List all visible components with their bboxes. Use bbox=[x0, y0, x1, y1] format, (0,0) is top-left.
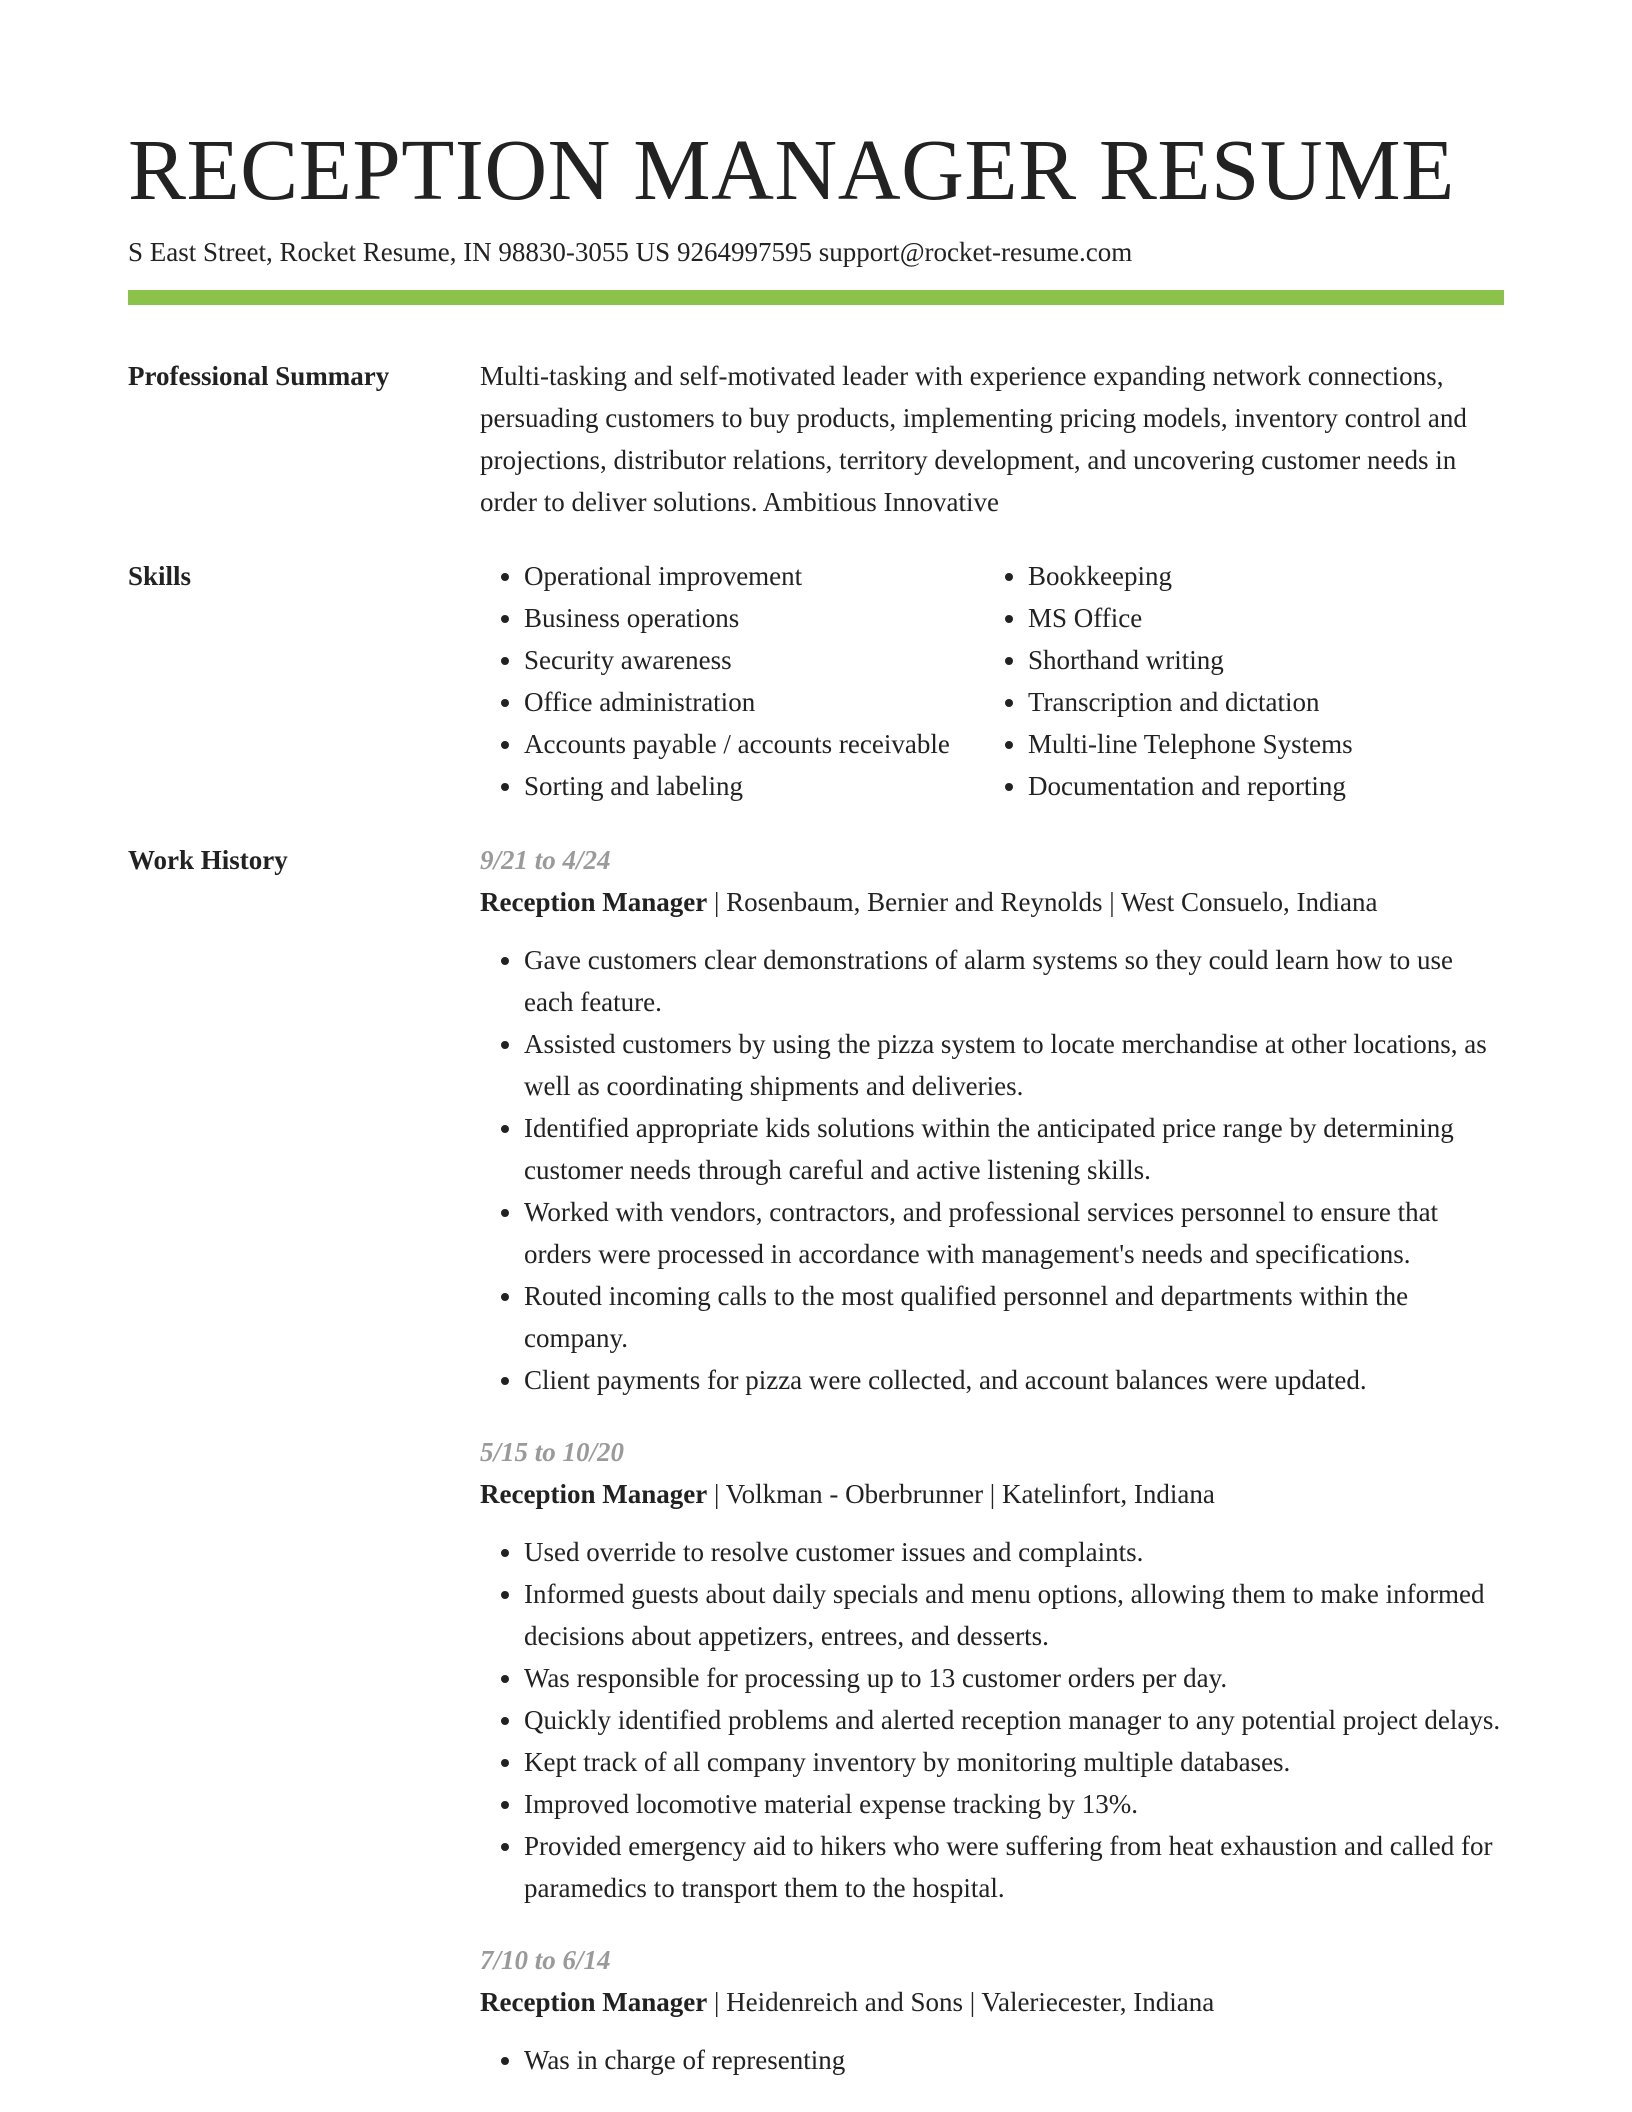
job-bullet: • Was responsible for processing up to 13 customer orders per day. bbox=[524, 1657, 1504, 1699]
job-bullets bbox=[480, 2039, 1504, 2081]
job-entry bbox=[480, 839, 1504, 1401]
work-history-list bbox=[480, 839, 1504, 2111]
job-bullet: • Used override to resolve customer issues and complaints. bbox=[524, 1531, 1504, 1573]
job-title: Reception Manager bbox=[480, 1987, 708, 2017]
job-bullet: • Kept track of all company inventory by monitoring multiple databases. bbox=[524, 1741, 1504, 1783]
skill-item: • Bookkeeping bbox=[1028, 555, 1353, 597]
skill-item: • Business operations bbox=[524, 597, 984, 639]
job-entry bbox=[480, 1939, 1504, 2081]
job-heading bbox=[480, 1473, 1504, 1515]
job-bullet: • Was in charge of representing bbox=[524, 2039, 1504, 2081]
skill-item: • Shorthand writing bbox=[1028, 639, 1353, 681]
job-employer-location: | Rosenbaum, Bernier and Reynolds | West Consuelo, Indiana bbox=[707, 887, 1378, 917]
work-history-section bbox=[128, 839, 1504, 2111]
skills-label: Skills bbox=[128, 561, 192, 591]
job-bullet: • Worked with vendors, contractors, and professional services personnel to ensure that orders were processed in accordance with management's needs and specifications. bbox=[524, 1191, 1504, 1275]
skill-item: • Security awareness bbox=[524, 639, 984, 681]
job-dates: 7/10 to 6/14 bbox=[480, 1945, 611, 1975]
job-bullets bbox=[480, 1531, 1504, 1909]
skill-item: • Transcription and dictation bbox=[1028, 681, 1353, 723]
skills-column-2 bbox=[984, 555, 1353, 807]
skill-item: • Sorting and labeling bbox=[524, 765, 984, 807]
job-bullet: • Gave customers clear demonstrations of alarm systems so they could learn how to use each feature. bbox=[524, 939, 1504, 1023]
job-heading bbox=[480, 1981, 1504, 2023]
skill-item: • Documentation and reporting bbox=[1028, 765, 1353, 807]
job-bullet: • Provided emergency aid to hikers who were suffering from heat exhaustion and called for paramedics to transport them to the hospital. bbox=[524, 1825, 1504, 1909]
job-title: Reception Manager bbox=[480, 1479, 708, 1509]
job-bullets bbox=[480, 939, 1504, 1401]
summary-label: Professional Summary bbox=[128, 361, 390, 391]
skills-list bbox=[480, 555, 1504, 807]
summary-section bbox=[128, 355, 1504, 523]
resume-title: RECEPTION MANAGER RESUME bbox=[128, 121, 1455, 218]
job-entry bbox=[480, 1431, 1504, 1909]
skill-item: • MS Office bbox=[1028, 597, 1353, 639]
job-bullet: • Quickly identified problems and alerted reception manager to any potential project delays. bbox=[524, 1699, 1504, 1741]
job-bullet: • Identified appropriate kids solutions within the anticipated price range by determining customer needs through careful and active listening skills. bbox=[524, 1107, 1504, 1191]
skills-section bbox=[128, 555, 1504, 807]
resume-page bbox=[128, 0, 1504, 2111]
contact-info: S East Street, Rocket Resume, IN 98830-3055 US 9264997595 support@rocket-resume.com bbox=[128, 237, 1133, 267]
skill-item: • Multi-line Telephone Systems bbox=[1028, 723, 1353, 765]
job-employer-location: | Heidenreich and Sons | Valeriecester, Indiana bbox=[707, 1987, 1215, 2017]
job-employer-location: | Volkman - Oberbrunner | Katelinfort, Indiana bbox=[707, 1479, 1215, 1509]
job-bullet: • Improved locomotive material expense tracking by 13%. bbox=[524, 1783, 1504, 1825]
job-heading bbox=[480, 881, 1504, 923]
job-dates: 5/15 to 10/20 bbox=[480, 1437, 625, 1467]
skill-item: • Office administration bbox=[524, 681, 984, 723]
skills-column-1 bbox=[480, 555, 984, 807]
job-dates: 9/21 to 4/24 bbox=[480, 845, 611, 875]
job-bullet: • Client payments for pizza were collected, and account balances were updated. bbox=[524, 1359, 1504, 1401]
skill-item: • Operational improvement bbox=[524, 555, 984, 597]
work-history-label: Work History bbox=[128, 845, 288, 875]
job-bullet: • Routed incoming calls to the most qualified personnel and departments within the company. bbox=[524, 1275, 1504, 1359]
job-title: Reception Manager bbox=[480, 887, 708, 917]
job-bullet: • Informed guests about daily specials and menu options, allowing them to make informed decisions about appetizers, entrees, and desserts. bbox=[524, 1573, 1504, 1657]
summary-text: Multi-tasking and self-motivated leader with experience expanding network connections, persuading customers to buy products, implementing pricing models, inventory control and projections, distributor relations, territory development, and uncovering customer needs in order to deliver solutions. Ambitious Innovative bbox=[480, 361, 1467, 517]
skill-item: • Accounts payable / accounts receivable bbox=[524, 723, 984, 765]
job-bullet: • Assisted customers by using the pizza system to locate merchandise at other locations, as well as coordinating shipments and deliveries. bbox=[524, 1023, 1504, 1107]
accent-divider bbox=[128, 290, 1504, 305]
